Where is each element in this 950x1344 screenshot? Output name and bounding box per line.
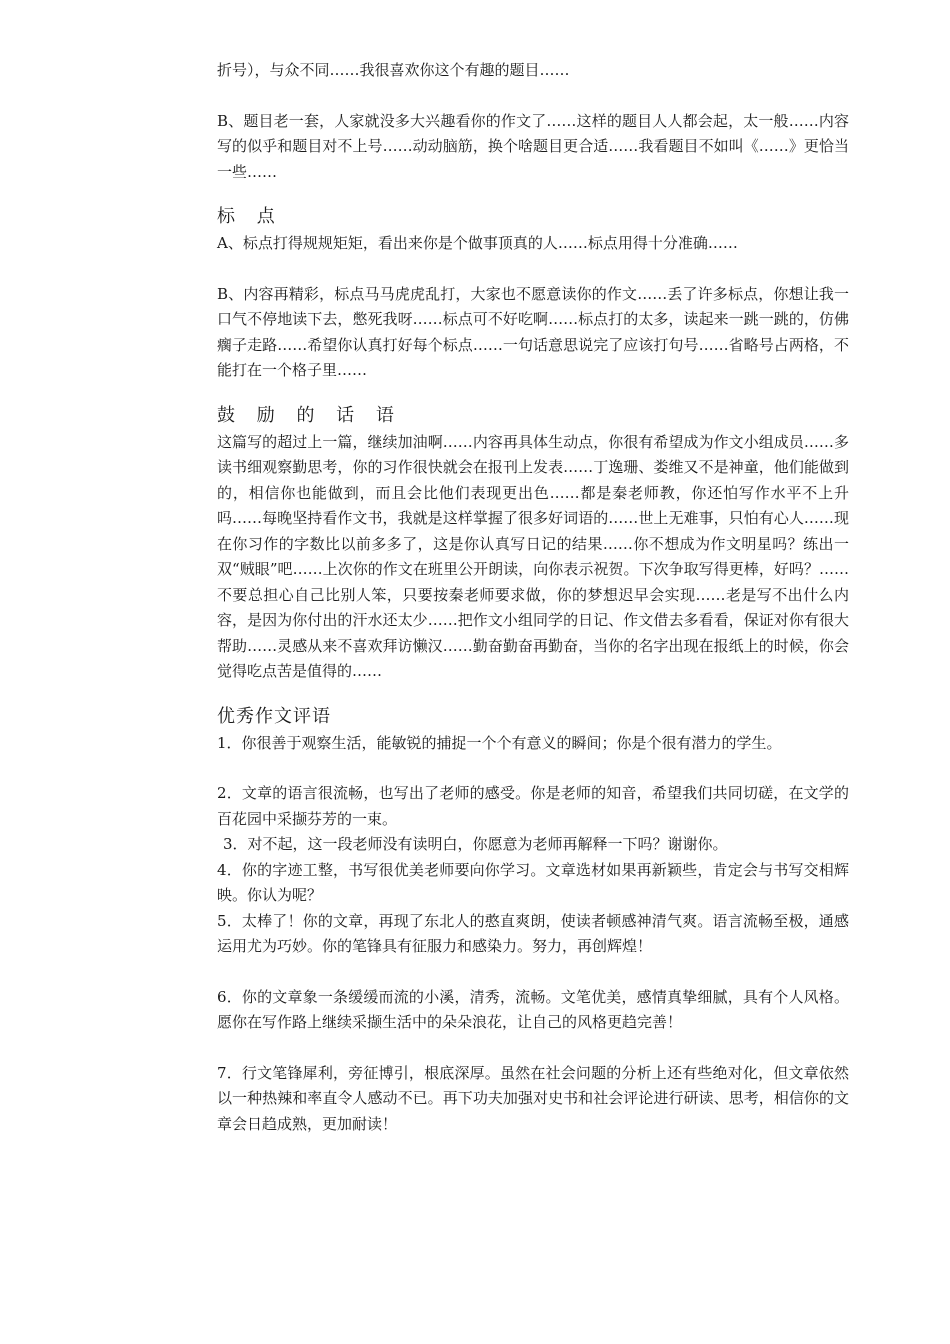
excellent-item-7: 7．行文笔锋犀利，旁征博引，根底深厚。虽然在社会问题的分析上还有些绝对化，但文章依然以一种热辣和率直令人感动不已。再下功夫加强对史书和社会评论进行研读、思考，相信你的文章会日趋成熟，更加耐读！ [217, 1063, 849, 1133]
title-option-a-continued: 折号），与众不同……我很喜欢你这个有趣的题目…… [217, 61, 570, 79]
encouragement-heading: 鼓 励 的 话 语 [217, 404, 402, 426]
excellent-item-2: 2．文章的语言很流畅，也写出了老师的感受。你是老师的知音，希望我们共同切磋，在文学的百花园中采撷芬芳的一束。 [217, 784, 849, 828]
punctuation-heading: 标 点 [217, 206, 283, 227]
excellent-item-1: 1．你很善于观察生活，能敏锐的捕捉一个个有意义的瞬间；你是个很有潜力的学生。 [217, 733, 782, 752]
encouragement-body: 这篇写的超过上一篇，继续加油啊……内容再具体生动点，你很有希望成为作文小组成员……多读书细观察勤思考，你的习作很快就会在报刊上发表……丁逸珊、娄维又不是神童，他们能做到的，相信你也能做到，而且会比他们表现更出色……都是秦老师教，你还怕写作水平不上升吗……每晚坚持看作文书，我就是这样掌握了很多好词语的……世上无难事，只怕有心人……现在你习作的字数比以前多多了，这是你认真写日记的结果……你不想成为作文明星吗？练出一双“贼眼”吧……上次你的作文在班里公开朗读，向你表示祝贺。下次争取写得更棒，好吗？……不要总担心自己比别人笨，只要按秦老师要求做，你的梦想迟早会实现……老是写不出什么内容，是因为你付出的汗水还太少……把作文小组同学的日记、作文借去多看看，保证对你有很大帮助……灵感从来不喜欢拜访懒汉……勤奋勤奋再勤奋，当你的名字出现在报纸上的时候，你会觉得吃点苦是值得的…… [217, 432, 849, 680]
document-page [217, 58, 849, 1137]
punctuation-option-b: B、内容再精彩，标点马马虎虎乱打，大家也不愿意读你的作文……丢了许多标点，你想让我一口气不停地读下去，憋死我呀……标点可不好吃啊……标点打的太多，读起来一跳一跳的，仿佛瘸子走路……希望你认真打好每个标点……一句话意思说完了应该打句号……省略号占两格，不能打在一个格子里…… [217, 284, 849, 379]
excellent-item-5: 5．太棒了！你的文章，再现了东北人的憨直爽朗，使读者顿感神清气爽。语言流畅至极，通感运用尤为巧妙。你的笔锋具有征服力和感染力。努力，再创辉煌！ [217, 911, 849, 955]
excellent-item-6: 6．你的文章象一条缓缓而流的小溪，清秀，流畅。文笔优美，感情真挚细腻，具有个人风格。愿你在写作路上继续采撷生活中的朵朵浪花，让自己的风格更趋完善！ [217, 987, 849, 1031]
excellent-item-4: 4．你的字迹工整，书写很优美老师要向你学习。文章选材如果再新颖些，肯定会与书写交相辉映。你认为呢？ [217, 860, 849, 904]
excellent-heading: 优秀作文评语 [217, 705, 331, 727]
title-option-b: B、题目老一套，人家就没多大兴趣看你的作文了……这样的题目人人都会起，太一般……内容写的似乎和题目对不上号……动动脑筋，换个啥题目更合适……我看题目不如叫《……》更恰当一些…… [217, 111, 849, 181]
punctuation-option-a: A、标点打得规规矩矩，看出来你是个做事顶真的人……标点用得十分准确…… [217, 234, 738, 252]
excellent-item-3: 3．对不起，这一段老师没有读明白，你愿意为老师再解释一下吗？谢谢你。 [223, 835, 728, 853]
